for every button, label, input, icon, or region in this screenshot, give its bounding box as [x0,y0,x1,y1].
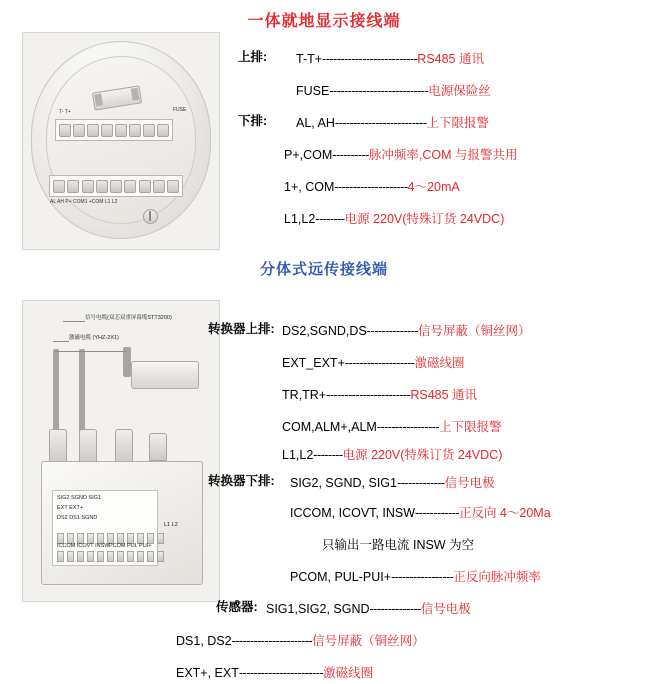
terminal-screw [73,124,85,137]
leader-dashes: ---------- [332,148,369,162]
terminal-pin [147,551,154,562]
converter-enclosure [41,461,203,585]
legend-entry [290,476,495,490]
terminal-desc: 正反向脉冲频率 [453,570,541,584]
terminal-screw [115,124,127,137]
terminal-screw [157,124,169,137]
terminal-desc: 电源 220V(特殊订货 24VDC) [342,448,503,462]
terminal-name: EXT_EXT+ [282,356,345,370]
cable-note-label: 信号电缆(双芯双重屏幕缆STT3200) [85,315,172,321]
terminal-screw [96,180,108,193]
leader-dashes: ------------ [415,506,459,520]
legend-label-converter-upper [208,322,275,336]
terminal-pin [117,551,124,562]
legend-entry [176,666,373,680]
terminal-desc: 信号电极 [444,476,495,490]
legend-label-converter-lower [208,474,275,488]
terminal-desc: 激磁线圈 [323,666,374,680]
legend-entry [282,324,531,338]
legend-group-label: 下排: [238,114,268,128]
device-photo-integrated [22,32,220,250]
terminal-name: SIG1,SIG2, SGND [266,602,370,616]
leader-dashes: -------------- [369,602,421,616]
converter-terminal-note-3: DS2 DS1 SGND [57,515,98,521]
converter-terminal-panel [52,490,158,566]
fuse-cap-right [131,88,140,101]
terminal-pin [157,533,164,544]
terminal-name: PCOM, PUL-PUI+ [290,570,392,584]
terminal-desc: 脉冲频率,COM 与报警共用 [368,148,518,162]
terminal-pin-row-lower [57,551,164,562]
terminal-desc: 电源保险丝 [428,84,491,98]
legend-entry [282,388,477,402]
terminal-screw [53,180,65,193]
ground-screw [143,209,158,224]
cable-gland [49,429,67,463]
legend-entry [284,212,504,226]
terminal-label-lower: AL AH P+ COM1 +COM L1 L2 [50,199,118,205]
leader-dashes: ------------------------- [334,116,427,130]
legend-group-label: 上排: [238,50,268,64]
leader-dashes: -------------------------- [322,52,418,66]
cable-gland [115,429,133,463]
legend-entry [176,634,425,648]
leader-dashes: ------------------- [344,356,415,370]
terminal-pin [137,551,144,562]
terminal-desc: 4～20mA [407,180,460,194]
page-title-top: 一体就地显示接线端 [247,13,401,30]
leader-dashes: ----------------------- [326,388,411,402]
legend-entry [282,448,502,462]
cable-gland [149,433,167,461]
legend-entry [290,570,541,584]
terminal-pin [57,551,64,562]
legend-entry [296,116,489,130]
device-photo-remote [22,300,220,602]
legend-label-bottom-row [238,114,267,128]
terminal-name: SIG2, SGND, SIG1 [290,476,397,490]
terminal-screw [67,180,79,193]
legend-entry [266,602,471,616]
legend-entry [282,420,502,434]
legend-label-sensor [216,600,258,614]
terminal-name: DS2,SGND,DS [282,324,367,338]
legend-entry [284,148,518,162]
terminal-screw [59,124,71,137]
leader-dashes: --------------------------- [329,84,429,98]
leader-dashes: -------- [313,448,343,462]
terminal-pin [77,551,84,562]
leader-line [53,341,69,342]
terminal-screw-row-lower [53,180,179,192]
terminal-screw [139,180,151,193]
coil-note-label: 激磁电缆 (YHZ-2X1) [69,335,119,341]
leader-dashes: ----------------- [376,420,440,434]
cable-gland [79,429,97,463]
leader-line [55,351,127,352]
legend-entry [290,506,551,520]
leader-line [63,321,85,322]
terminal-desc: 只输出一路电流 INSW 为空 [322,538,475,552]
terminal-screw-row-upper [59,124,169,136]
terminal-desc: 正反向 4～20Ma [458,506,551,520]
terminal-screw [124,180,136,193]
terminal-pin [97,551,104,562]
legend-entry [282,356,464,370]
terminal-name: P+,COM [284,148,333,162]
terminal-name: T-T+ [296,52,323,66]
terminal-pin [127,551,134,562]
legend-group-label: 传感器: [216,600,258,614]
legend-entry [296,84,491,98]
terminal-pin [87,551,94,562]
terminal-desc: RS485 通讯 [417,52,484,66]
terminal-name: TR,TR+ [282,388,327,402]
terminal-desc: 激磁线圈 [414,356,465,370]
legend-label-top-row [238,50,267,64]
terminal-desc: 信号电极 [420,602,471,616]
converter-terminal-note-1: SIG2 SGND SIG1 [57,495,102,501]
terminal-screw [167,180,179,193]
terminal-screw [143,124,155,137]
terminal-screw [129,124,141,137]
fuse-label: FUSE [173,107,187,113]
terminal-desc: 上下限报警 [439,420,502,434]
legend-group-label: 转换器上排: [208,322,275,336]
terminal-block-upper [55,119,173,141]
leader-dashes: -------- [315,212,345,226]
legend-entry [296,52,484,66]
terminal-name: COM,ALM+,ALM [282,420,377,434]
page-title-bottom: 分体式远传接线端 [259,261,388,278]
terminal-desc: RS485 通讯 [410,388,478,402]
terminal-pin [157,551,164,562]
terminal-screw [101,124,113,137]
terminal-screw [87,124,99,137]
legend-note [322,538,474,552]
terminal-desc: 上下限报警 [426,116,490,130]
terminal-pin [67,551,74,562]
terminal-desc: 信号屏蔽（铜丝网） [418,324,531,338]
terminal-screw [153,180,165,193]
converter-terminal-note-4: ICCOM ICOVT INSW [57,543,110,549]
terminal-name: 1+, COM [284,180,335,194]
terminal-name: FUSE [296,84,330,98]
terminal-name: L1,L2 [284,212,316,226]
terminal-block-lower [49,175,183,197]
terminal-screw [82,180,94,193]
legend-entry [284,180,460,194]
leader-dashes: -------------- [366,324,419,338]
converter-terminal-note-6: L1 L2 [164,522,178,528]
leader-dashes: ----------------------- [238,666,324,680]
terminal-name: AL, AH [296,116,335,130]
terminal-name: EXT+, EXT [176,666,239,680]
leader-dashes: ------------- [396,476,445,490]
terminal-name: L1,L2 [282,448,314,462]
terminal-label-upper: T- T+ [59,109,71,115]
terminal-desc: 信号屏蔽（铜丝网） [312,634,425,648]
leader-dashes: ----------------- [391,570,454,584]
legend-group-label: 转换器下排: [208,474,275,488]
sensor-head [131,361,199,389]
converter-terminal-note-2: EXT EXT+ [57,505,84,511]
leader-dashes: -------------------- [334,180,408,194]
leader-dashes: ---------------------- [231,634,313,648]
terminal-screw [110,180,122,193]
fuse-cap-left [94,93,103,106]
converter-terminal-note-5: PCOM PUL PUI+ [109,543,152,549]
terminal-name: DS1, DS2 [176,634,232,648]
terminal-pin [107,551,114,562]
terminal-desc: 电源 220V(特殊订货 24VDC) [344,212,505,226]
terminal-name: ICCOM, ICOVT, INSW [290,506,415,520]
